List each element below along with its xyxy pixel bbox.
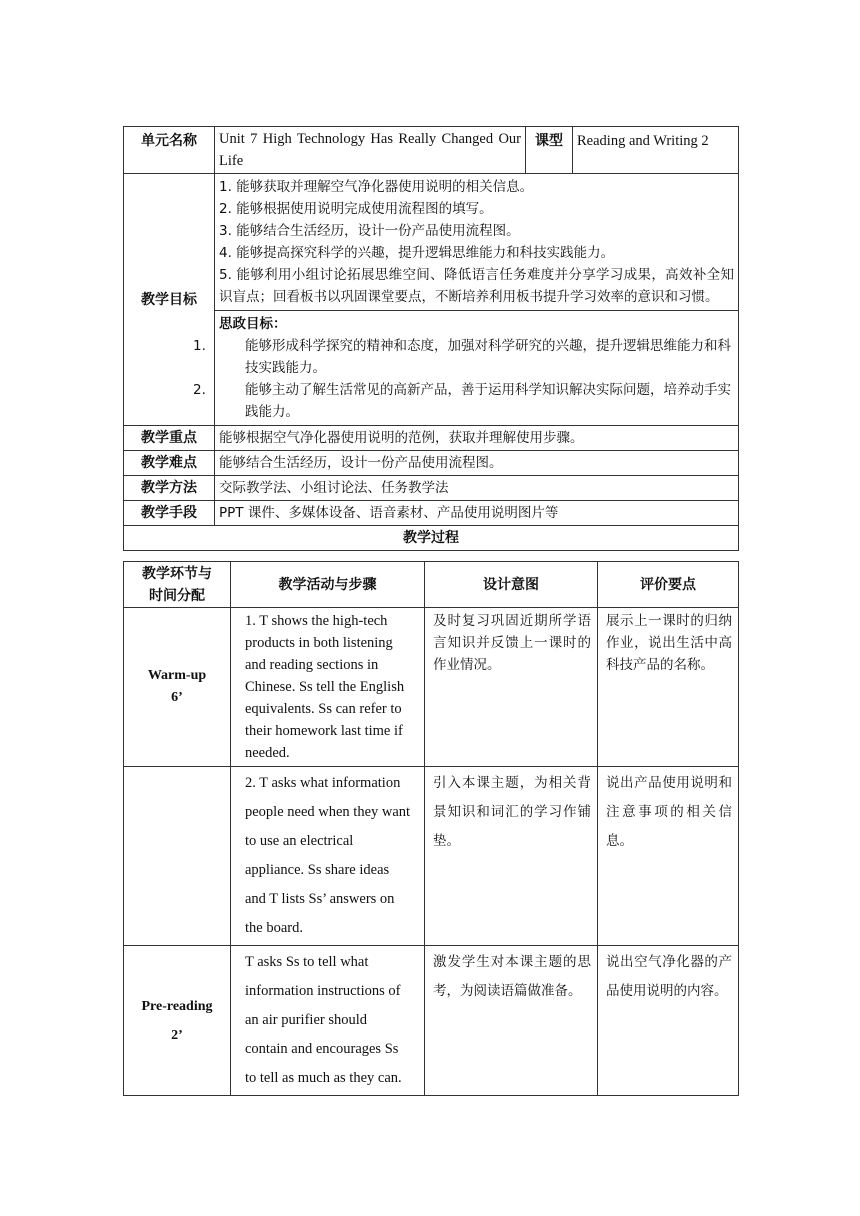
method-value: 交际教学法、小组讨论法、任务教学法 <box>215 476 739 501</box>
process-col-evaluation: 评价要点 <box>598 562 739 608</box>
stage-time: 6’ <box>171 690 183 705</box>
process-col-activity: 教学活动与步骤 <box>231 562 425 608</box>
stage-name: Pre-reading <box>141 998 213 1014</box>
key-point-label: 教学重点 <box>124 426 215 451</box>
process-title: 教学过程 <box>124 526 739 551</box>
means-value: PPT 课件、多媒体设备、语音素材、产品使用说明图片等 <box>215 501 739 526</box>
means-row <box>124 501 739 526</box>
unit-label: 单元名称 <box>124 127 215 174</box>
process-col-stage: 教学环节与时间分配 <box>124 562 231 608</box>
unit-name: Unit 7 High Technology Has Really Changed Our Life <box>215 127 526 174</box>
objective-item: 2. 能够根据使用说明完成使用流程图的填写。 <box>219 201 493 217</box>
process-evaluation: 说出空气净化器的产品使用说明的内容。 <box>598 946 739 1096</box>
ideology-row <box>124 311 739 426</box>
means-label: 教学手段 <box>124 501 215 526</box>
process-header-row <box>124 562 739 608</box>
key-point-value: 能够根据空气净化器使用说明的范例，获取并理解使用步骤。 <box>215 426 739 451</box>
unit-row <box>124 127 739 174</box>
process-row <box>124 946 739 1096</box>
process-table <box>123 561 739 1096</box>
process-stage <box>124 946 231 1096</box>
lesson-info-table <box>123 126 739 551</box>
process-evaluation: 说出产品使用说明和注意事项的相关信息。 <box>598 767 739 946</box>
objectives-row <box>124 174 739 311</box>
type-label: 课型 <box>526 127 573 174</box>
stage-time: 2’ <box>171 1027 183 1043</box>
objective-item: 3. 能够结合生活经历，设计一份产品使用流程图。 <box>219 223 520 239</box>
process-title-row <box>124 526 739 551</box>
process-activity: 2. T asks what information people need when they want to use an electrical appliance. Ss share ideas and T lists Ss’ answers on the board. <box>231 767 425 946</box>
ideology-item <box>193 335 734 379</box>
method-row <box>124 476 739 501</box>
process-evaluation: 展示上一课时的归纳作业，说出生活中高科技产品的名称。 <box>598 608 739 767</box>
process-intent: 激发学生对本课主题的思考，为阅读语篇做准备。 <box>425 946 598 1096</box>
ideology-item-text: 能够形成科学探究的精神和态度，加强对科学研究的兴趣，提升逻辑思维能力和科技实践能力。 <box>245 338 731 376</box>
ideology-item-num: 1. <box>193 338 206 354</box>
process-row <box>124 767 739 946</box>
difficulty-value: 能够结合生活经历，设计一份产品使用流程图。 <box>215 451 739 476</box>
objective-item: 1. 能够获取并理解空气净化器使用说明的相关信息。 <box>219 179 534 195</box>
ideology-item <box>193 379 734 423</box>
process-row <box>124 608 739 767</box>
process-stage <box>124 767 231 946</box>
stage-name: Warm-up <box>147 668 207 683</box>
objectives-label: 教学目标 <box>124 174 215 426</box>
objective-item: 5. 能够利用小组讨论拓展思维空间、降低语言任务难度并分享学习成果，高效补全知识盲点；回看板书以巩固课堂要点，不断培养利用板书提升学习效率的意识和习惯。 <box>219 267 734 305</box>
process-activity: T asks Ss to tell what information instructions of an air purifier should contain and encourages Ss to tell as much as they can. <box>231 946 425 1096</box>
process-col-intent: 设计意图 <box>425 562 598 608</box>
process-activity: 1. T shows the high-tech products in both listening and reading sections in Chinese. Ss tell the English equivalents. Ss can refer to their homework last time if needed. <box>231 608 425 767</box>
key-point-row <box>124 426 739 451</box>
type-value: Reading and Writing 2 <box>573 127 739 174</box>
process-stage <box>124 608 231 767</box>
ideology-objectives <box>193 311 739 426</box>
process-intent: 引入本课主题，为相关背景知识和词汇的学习作铺垫。 <box>425 767 598 946</box>
objective-item: 4. 能够提高探究科学的兴趣，提升逻辑思维能力和科技实践能力。 <box>219 245 615 261</box>
difficulty-row <box>124 451 739 476</box>
ideology-item-num: 2. <box>193 382 206 398</box>
objectives-list <box>215 174 739 311</box>
process-intent: 及时复习巩固近期所学语言知识并反馈上一课时的作业情况。 <box>425 608 598 767</box>
ideology-title: 思政目标： <box>219 316 287 332</box>
ideology-item-text: 能够主动了解生活常见的高新产品，善于运用科学知识解决实际问题，培养动手实践能力。 <box>245 382 731 420</box>
difficulty-label: 教学难点 <box>124 451 215 476</box>
method-label: 教学方法 <box>124 476 215 501</box>
